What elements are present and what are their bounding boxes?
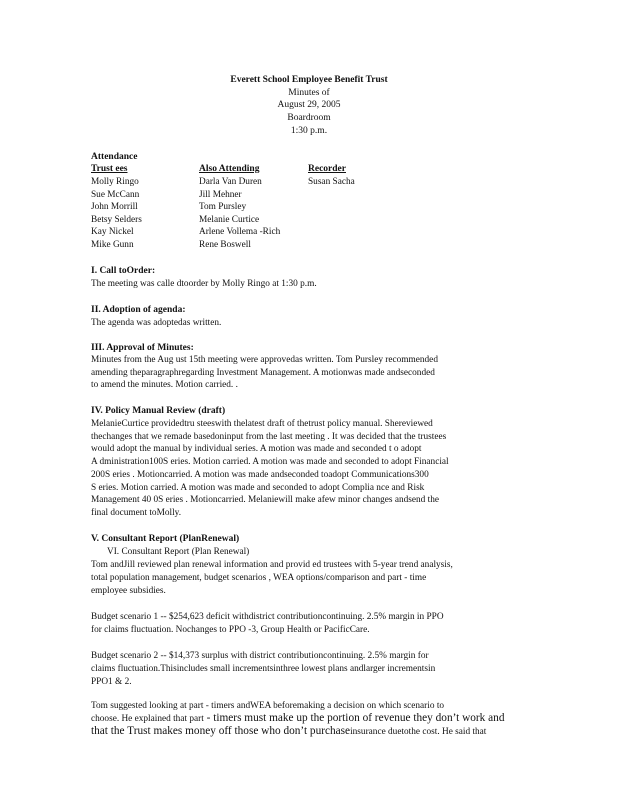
attendee-name: Melanie Curtice xyxy=(199,215,260,225)
section-text-line: The agenda was adoptedas written. xyxy=(91,318,222,328)
text-segment: - timers must make up the portion of revenue they don’t work and xyxy=(203,712,505,724)
section-text-line: to amend the minutes. Motion carried. . xyxy=(91,380,238,390)
attendee-name: Tom Pursley xyxy=(199,202,247,212)
recorder-column-header: Recorder xyxy=(308,164,346,174)
document-subtitle: Minutes of xyxy=(288,88,330,98)
section-text-line: thechanges that we remade basedoninput from the last meeting . It was decided that the trustees xyxy=(91,432,447,442)
section-text-line: total population management, budget scenarios , WEA options/comparison and part - time xyxy=(91,573,427,583)
section-text-line: 200S eries . Motioncarried. A motion was made andseconded toadopt Communications300 xyxy=(91,470,429,480)
attendee-name: Rene Boswell xyxy=(199,240,251,250)
attendance-heading: Attendance xyxy=(91,152,138,162)
section-text-line: claims fluctuation.Thisincludes small incrementsinthree lowest plans andlarger incrementsin xyxy=(91,664,436,674)
document-title: Everett School Employee Benefit Trust xyxy=(230,75,388,85)
section-text-line: Tom andJill reviewed plan renewal information and provid ed trustees with 5-year trend analysis, xyxy=(91,560,453,570)
meeting-time: 1:30 p.m. xyxy=(290,126,328,136)
section-heading-consultant-report: V. Consultant Report (PlanRenewal) xyxy=(91,534,240,544)
trustee-name: Mike Gunn xyxy=(91,240,134,250)
section-heading-call-to-order: I. Call toOrder: xyxy=(91,266,156,276)
section-text-line: Minutes from the Aug ust 15th meeting were approvedas written. Tom Pursley recommended xyxy=(91,355,438,365)
recorder-name: Susan Sacha xyxy=(308,177,355,187)
attendee-name: Darla Van Duren xyxy=(199,177,262,187)
section-text-line: would adopt the manual by individual series. A motion was made and seconded t o adopt xyxy=(91,444,422,454)
section-heading-approval-of-minutes: III. Approval of Minutes: xyxy=(91,343,194,353)
section-text-line: employee subsidies. xyxy=(91,586,166,596)
section-text-line: final document toMolly. xyxy=(91,508,182,518)
section-text-line: Tom suggested looking at part - timers andWEA beforemaking a decision on which scenario to xyxy=(91,701,445,711)
attendee-name: Arlene Vollema -Rich xyxy=(199,227,281,237)
section-text-line: Budget scenario 1 -- $254,623 deficit withdistrict contributioncontinuing. 2.5% margin in PPO xyxy=(91,612,444,622)
section-subheading: VI. Consultant Report (Plan Renewal) xyxy=(107,547,250,557)
trustee-name: Molly Ringo xyxy=(91,177,139,187)
section-text-line: for claims fluctuation. Nochanges to PPO -3, Group Health or PacificCare. xyxy=(91,625,370,635)
section-heading-policy-manual-review: IV. Policy Manual Review (draft) xyxy=(91,406,226,416)
section-text-line: Management 40 0S eries . Motioncarried. Melaniewill make afew minor changes andsend the xyxy=(91,495,440,505)
trustee-name: Sue McCann xyxy=(91,190,140,200)
section-text-line xyxy=(91,725,486,738)
attendee-name: Jill Mehner xyxy=(199,190,242,200)
section-heading-adoption-of-agenda: II. Adoption of agenda: xyxy=(91,305,186,315)
section-text-line: MelanieCurtice providedtru steeswith thelatest draft of thetrust policy manual. Shereviewed xyxy=(91,419,433,429)
section-text-line: amending theparagraphregarding Investment Management. A motionwas made andseconded xyxy=(91,368,435,378)
also-attending-column-header: Also Attending xyxy=(199,164,260,174)
text-segment: insurance duetothe cost. He said that xyxy=(350,727,487,737)
section-text-line: Budget scenario 2 -- $14,373 surplus with district contributioncontinuing. 2.5% margin for xyxy=(91,651,429,661)
meeting-location: Boardroom xyxy=(287,113,331,123)
trustee-name: John Morrill xyxy=(91,202,138,212)
trustee-name: Betsy Selders xyxy=(91,215,142,225)
meeting-date: August 29, 2005 xyxy=(277,100,341,110)
trustee-name: Kay Nickel xyxy=(91,227,134,237)
section-text-line: S eries. Motion carried. A motion was made and seconded to adopt Complia nce and Risk xyxy=(91,483,425,493)
text-segment: that the Trust makes money off those who don’t purchase xyxy=(91,725,351,737)
section-text-line: PPO1 & 2. xyxy=(91,677,132,687)
text-segment: choose. He explained that part xyxy=(91,714,204,724)
section-text-line: The meeting was calle dtoorder by Molly Ringo at 1:30 p.m. xyxy=(91,279,317,289)
trustees-column-header: Trust ees xyxy=(91,164,128,174)
section-text-line xyxy=(91,712,504,725)
section-text-line: A dministration100S eries. Motion carried. A motion was made and seconded to adopt Financial xyxy=(91,457,449,467)
